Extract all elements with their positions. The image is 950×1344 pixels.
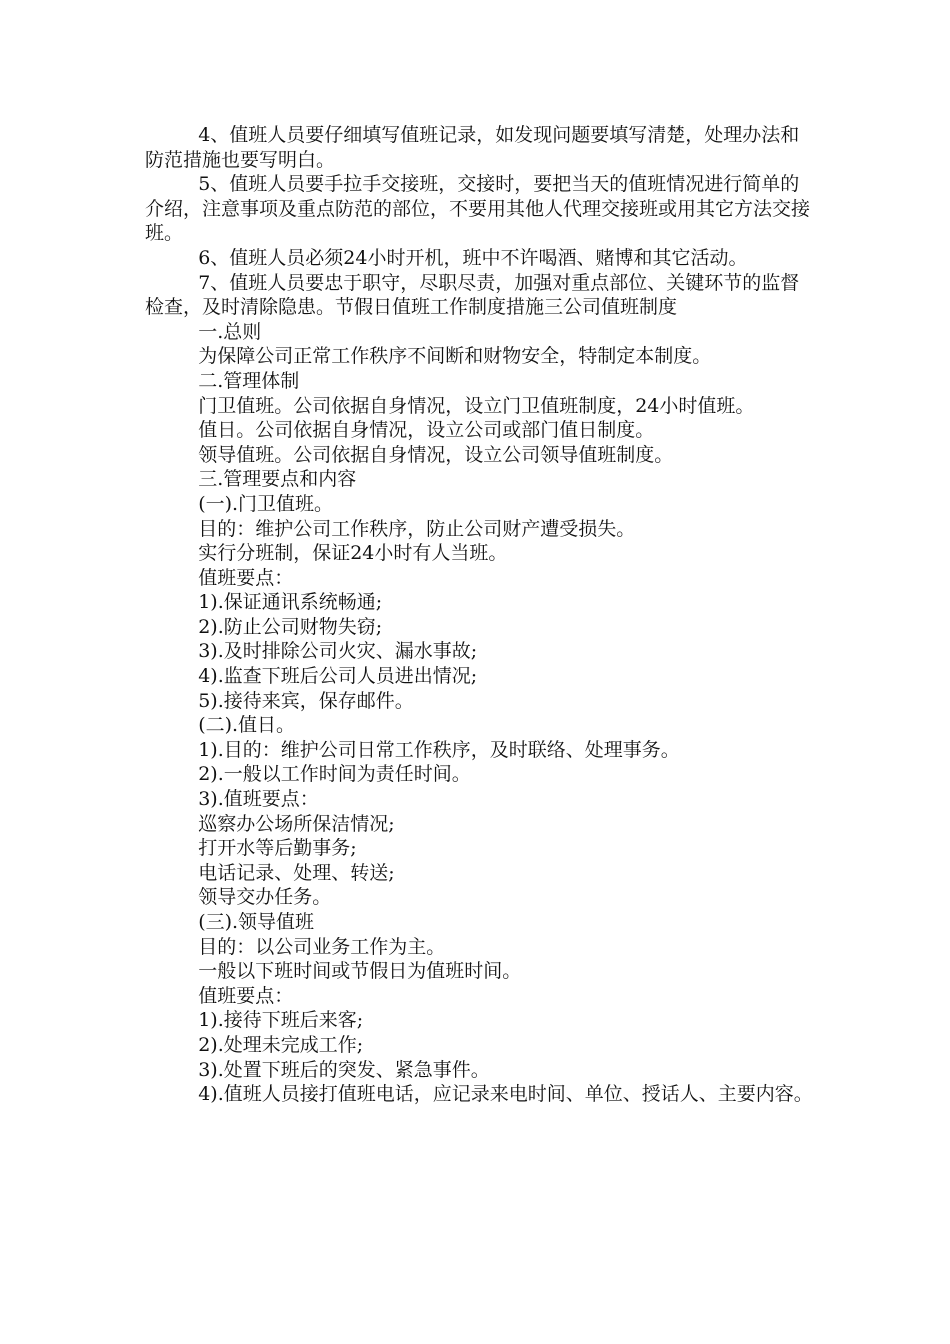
list-item: 5).接待来宾，保存邮件。: [198, 689, 414, 712]
list-item: 1).接待下班后来客;: [198, 1009, 364, 1032]
paragraph-leader-duty-time: 一般以下班时间或节假日为值班时间。: [198, 960, 522, 983]
paragraph-rule-7: 7、值班人员要忠于职守，尽职尽责，加强对重点部位、关键环节的监督检查，及时清除隐患。节假日值班工作制度措施三公司值班制度: [145, 271, 800, 319]
list-item: 1).目的：维护公司日常工作秩序，及时联络、处理事务。: [198, 738, 680, 761]
paragraph-daily-duty: 值日。公司依据自身情况，设立公司或部门值日制度。: [198, 419, 655, 442]
list-item: 3).及时排除公司火灾、漏水事故;: [198, 640, 478, 663]
list-item: 3).值班要点：: [198, 788, 319, 811]
paragraph-purpose: 为保障公司正常工作秩序不间断和财物安全，特制定本制度。: [198, 345, 712, 368]
subheading-daily-duty: (二).值日。: [198, 714, 296, 737]
subheading-guard-duty: (一).门卫值班。: [198, 492, 334, 515]
paragraph-rule-4: 4、值班人员要仔细填写值班记录，如发现问题要填写清楚，处理办法和防范措施也要写明白。: [145, 124, 800, 171]
list-item: 领导交办任务。: [198, 886, 332, 909]
paragraph-shift-system: 实行分班制，保证24小时有人当班。: [198, 542, 508, 565]
list-item: 电话记录、处理、转送;: [198, 861, 395, 884]
paragraph-duty-points-label: 值班要点：: [198, 984, 294, 1007]
list-item: 打开水等后勤事务;: [198, 837, 357, 860]
list-item: 3).处置下班后的突发、紧急事件。: [198, 1058, 490, 1081]
list-item: 2).一般以工作时间为责任时间。: [198, 763, 471, 786]
list-item: 巡察办公场所保洁情况;: [198, 812, 395, 835]
section-heading-key-points: 三.管理要点和内容: [198, 468, 357, 491]
document-body: [145, 123, 815, 1107]
list-item: 2).处理未完成工作;: [198, 1033, 364, 1056]
section-heading-management-system: 二.管理体制: [198, 369, 300, 392]
paragraph-rule-6: 6、值班人员必须24小时开机，班中不许喝酒、赌博和其它活动。: [198, 246, 748, 269]
paragraph-rule-5: 5、值班人员要手拉手交接班，交接时，要把当天的值班情况进行简单的介绍，注意事项及重点防范的部位，不要用其他人代理交接班或用其它方法交接班。: [145, 173, 811, 245]
paragraph-duty-points-label: 值班要点：: [198, 566, 294, 589]
list-item: 4).监查下班后公司人员进出情况;: [198, 665, 478, 688]
subheading-leader-duty: (三).领导值班: [198, 911, 315, 933]
list-item: 4).值班人员接打值班电话，应记录来电时间、单位、授话人、主要内容。: [198, 1083, 813, 1106]
paragraph-guard-duty: 门卫值班。公司依据自身情况，设立门卫值班制度，24小时值班。: [198, 394, 755, 417]
paragraph-leader-duty: 领导值班。公司依据自身情况，设立公司领导值班制度。: [198, 443, 674, 466]
list-item: 2).防止公司财物失窃;: [198, 615, 383, 638]
list-item: 1).保证通讯系统畅通;: [198, 591, 383, 614]
paragraph-guard-purpose: 目的：维护公司工作秩序，防止公司财产遭受损失。: [198, 517, 636, 540]
paragraph-leader-purpose: 目的：以公司业务工作为主。: [198, 935, 446, 958]
section-heading-general: 一.总则: [198, 320, 262, 343]
